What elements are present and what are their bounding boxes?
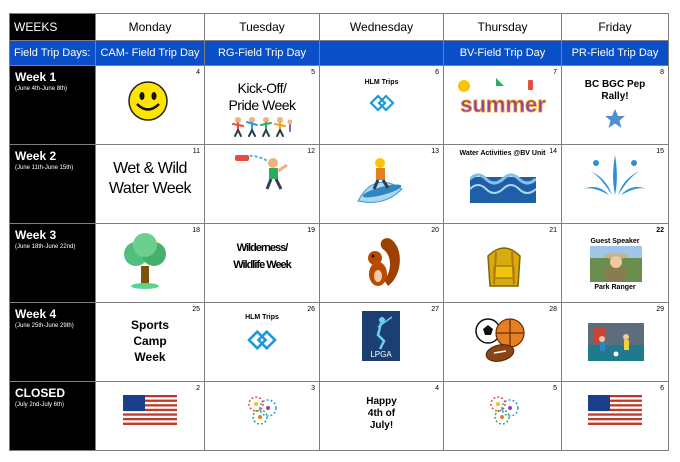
kids-icon: [232, 116, 292, 138]
summer-calendar: [9, 13, 669, 451]
trip-friday: PR-Field Trip Day: [562, 41, 669, 66]
us-flag-icon: [123, 395, 177, 425]
day-number: 8: [660, 69, 664, 76]
day-number: 11: [192, 148, 200, 155]
day-number: 18: [192, 227, 200, 234]
day-number: 3: [311, 385, 315, 392]
week-name: Week 2: [15, 149, 57, 163]
water-activities-text: Water Activities @BV Unit: [459, 150, 546, 157]
week-dates: (June 4th-June 8th): [15, 86, 68, 92]
day-cell: [96, 66, 205, 145]
day-header-friday: Friday: [562, 14, 669, 41]
day-number: 26: [307, 306, 315, 313]
week-row: [10, 145, 669, 224]
sports-balls-icon: [474, 315, 530, 363]
day-number: 29: [656, 306, 664, 313]
day-number: 28: [549, 306, 557, 313]
water-fun-icon: [233, 149, 293, 193]
weeks-header: WEEKS: [10, 14, 96, 41]
day-cell: [205, 66, 320, 145]
water-week-text: Wet & Wild Water Week: [108, 160, 192, 197]
day-cell: [320, 303, 444, 382]
day-number: 7: [553, 69, 557, 76]
squirrel-icon: [362, 236, 402, 290]
kickoff-text: Kick-Off/ Pride Week: [228, 80, 296, 113]
day-header-monday: Monday: [96, 14, 205, 41]
fireworks-icon: [486, 392, 522, 428]
day-number: 6: [660, 385, 664, 392]
tree-icon: [120, 232, 170, 290]
day-cell: [205, 382, 320, 451]
week-name: Week 1: [15, 70, 57, 84]
surfer-icon: [354, 151, 410, 209]
day-number: 15: [656, 148, 664, 155]
day-cell: [320, 382, 444, 451]
week-dates: (July 2nd-July 6th): [15, 402, 65, 408]
day-number: 4: [435, 385, 439, 392]
day-cell: [562, 66, 669, 145]
wave-icon: [470, 169, 536, 203]
day-cell: [205, 145, 320, 224]
week-label-cell: [10, 145, 96, 224]
week-dates: (June 25th-June 29th): [15, 323, 74, 329]
day-cell: [205, 224, 320, 303]
day-cell: [444, 145, 562, 224]
july-fourth-text: Happy 4th of July!: [366, 396, 397, 431]
fountain-icon: [582, 151, 648, 197]
week-label-cell: [10, 224, 96, 303]
header-row: [10, 14, 669, 41]
day-number: 14: [549, 148, 557, 155]
day-number: 25: [192, 306, 200, 313]
hlm-trips-text: HLM Trips: [245, 314, 279, 321]
day-cell: [562, 382, 669, 451]
smiley-icon: [127, 80, 169, 122]
hlm-trips-text: HLM Trips: [364, 79, 399, 86]
day-number: 19: [307, 227, 315, 234]
summer-art-word: summer: [460, 92, 546, 117]
trip-wednesday: [320, 41, 444, 66]
trip-monday: CAM- Field Trip Day: [96, 41, 205, 66]
day-number: 21: [549, 227, 557, 234]
week-dates: (June 18th-June 22nd): [15, 244, 76, 250]
star-icon: [604, 108, 626, 130]
day-cell: [444, 303, 562, 382]
golfer-logo-icon: [362, 311, 400, 361]
field-trip-row: [10, 41, 669, 66]
day-cell: [562, 145, 669, 224]
pep-rally-text: BC BGC Pep Rally!: [584, 79, 646, 102]
wilderness-text: Wilderness/ Wildlife Week: [233, 242, 291, 271]
week-row: [10, 66, 669, 145]
ranger-photo: [590, 246, 642, 282]
sports-camp-text: Sports Camp Week: [130, 318, 169, 364]
day-number: 5: [553, 385, 557, 392]
day-number: 20: [431, 227, 439, 234]
week-row: [10, 382, 669, 451]
week-name: CLOSED: [15, 386, 66, 400]
day-cell: [96, 303, 205, 382]
week-row: [10, 303, 669, 382]
week-label-cell: [10, 66, 96, 145]
day-header-tuesday: Tuesday: [205, 14, 320, 41]
day-number: 22: [656, 227, 664, 234]
week-name: Week 4: [15, 307, 57, 321]
us-flag-icon: [588, 395, 642, 425]
day-cell: [320, 224, 444, 303]
week-label-cell: [10, 382, 96, 451]
club-logo-icon: [368, 92, 396, 114]
fireworks-icon: [244, 392, 280, 428]
day-cell: [320, 66, 444, 145]
day-cell: [444, 224, 562, 303]
lpga-logo-text: LPGA: [370, 350, 392, 359]
park-ranger-caption: Park Ranger: [594, 284, 636, 291]
trip-thursday: BV-Field Trip Day: [444, 41, 562, 66]
day-cell: [96, 224, 205, 303]
day-number: 27: [431, 306, 439, 313]
day-cell: [444, 66, 562, 145]
day-cell: [96, 145, 205, 224]
day-number: 5: [311, 69, 315, 76]
summer-art-icon: [450, 76, 556, 124]
field-trip-label: Field Trip Days:: [10, 41, 96, 66]
guest-speaker-title: Guest Speaker: [590, 238, 640, 245]
week-dates: (June 11th-June 15th): [15, 165, 74, 171]
day-cell: [320, 145, 444, 224]
week-row: [10, 224, 669, 303]
day-cell: [562, 224, 669, 303]
day-cell: [96, 382, 205, 451]
soccer-photo: [588, 323, 644, 361]
day-number: 13: [431, 148, 439, 155]
day-header-thursday: Thursday: [444, 14, 562, 41]
trip-tuesday: RG-Field Trip Day: [205, 41, 320, 66]
day-header-wednesday: Wednesday: [320, 14, 444, 41]
day-number: 2: [196, 385, 200, 392]
week-name: Week 3: [15, 228, 57, 242]
day-cell: [205, 303, 320, 382]
day-number: 4: [196, 69, 200, 76]
day-number: 6: [435, 69, 439, 76]
club-logo-icon: [245, 327, 279, 353]
day-number: 12: [307, 148, 315, 155]
day-cell: [444, 382, 562, 451]
day-cell: [562, 303, 669, 382]
backpack-icon: [482, 238, 526, 288]
week-label-cell: [10, 303, 96, 382]
